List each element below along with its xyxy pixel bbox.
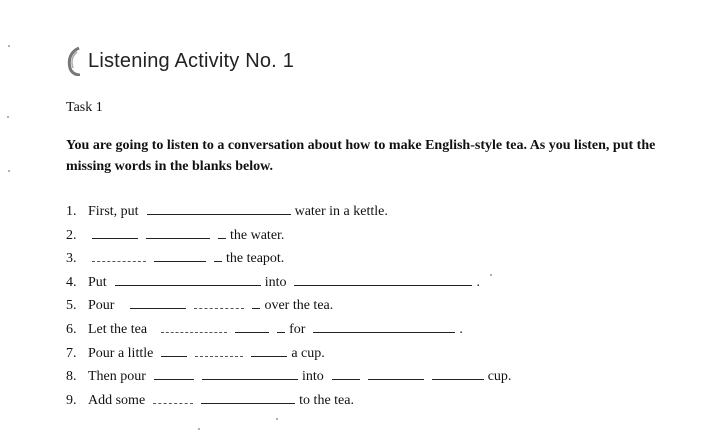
item-text: into [301,369,324,385]
list-item [66,225,515,249]
answer-blank[interactable] [277,320,285,333]
answer-blank[interactable] [294,273,472,286]
item-text: Then pour [88,369,146,385]
list-item [66,295,515,319]
item-text: Add some [88,392,146,408]
scan-speck [276,418,278,420]
item-number: 2. [66,227,77,243]
item-text: water in a kettle. [294,204,388,219]
item-text: a cup. [291,345,325,361]
item-text: . [476,274,480,290]
list-item [66,319,515,343]
list-item [66,272,515,296]
item-number: 6. [66,321,77,337]
item-text: the water. [230,227,285,243]
item-text: into [264,274,287,290]
item-text: First, put [88,204,139,219]
answer-blank[interactable] [202,367,298,380]
answer-blank[interactable] [154,249,206,262]
instructions-text: You are going to listen to a conversation about how to make English-style tea. As you listen, put the missing words in the blanks below. [66,138,656,174]
list-item [66,201,515,225]
item-text: . [459,321,463,337]
answer-blank[interactable] [332,367,360,380]
page-title: Listening Activity No. 1 [88,49,295,72]
answer-blank[interactable] [130,296,186,309]
item-text: over the tea. [264,298,334,314]
answer-blank[interactable] [92,249,146,262]
item-text: the teapot. [226,251,285,267]
list-item [66,390,515,414]
answer-blank[interactable] [194,296,244,309]
answer-blank[interactable] [251,344,287,357]
answer-blank[interactable] [147,202,291,215]
scan-speck [198,428,200,430]
answer-blank[interactable] [153,391,193,404]
answer-blank[interactable] [252,296,260,309]
scan-speck [490,274,492,276]
answer-blank[interactable] [161,344,187,357]
item-number: 9. [66,392,77,408]
scan-speck [7,116,9,118]
answer-blank[interactable] [154,367,194,380]
item-number: 3. [66,251,77,267]
exercise-list [66,201,515,413]
item-number: 8. [66,369,77,385]
title-row [66,46,294,76]
answer-blank[interactable] [146,226,210,239]
list-item [66,343,515,367]
answer-blank[interactable] [115,273,261,286]
answer-blank[interactable] [368,367,424,380]
item-number: 1. [66,204,77,219]
item-text: Pour [88,298,115,314]
answer-blank[interactable] [218,226,226,239]
list-item [66,248,515,272]
answer-blank[interactable] [195,344,243,357]
bracket-icon [66,46,82,76]
answer-blank[interactable] [432,367,484,380]
item-text: Put [88,274,107,290]
answer-blank[interactable] [214,249,222,262]
item-text: to the tea. [299,392,354,408]
answer-blank[interactable] [161,320,227,333]
item-number: 7. [66,345,77,361]
answer-blank[interactable] [201,391,295,404]
answer-blank[interactable] [92,226,138,239]
item-text: Let the tea [88,321,148,337]
item-text: Pour a little [88,345,154,361]
item-text: cup. [487,369,512,385]
item-number: 5. [66,298,77,314]
item-number: 4. [66,274,77,290]
item-text: for [289,321,306,337]
list-item [66,366,515,390]
answer-blank[interactable] [313,320,455,333]
answer-blank[interactable] [235,320,269,333]
scan-speck [8,170,10,172]
task-label: Task 1 [66,100,103,115]
scan-speck [8,45,10,47]
